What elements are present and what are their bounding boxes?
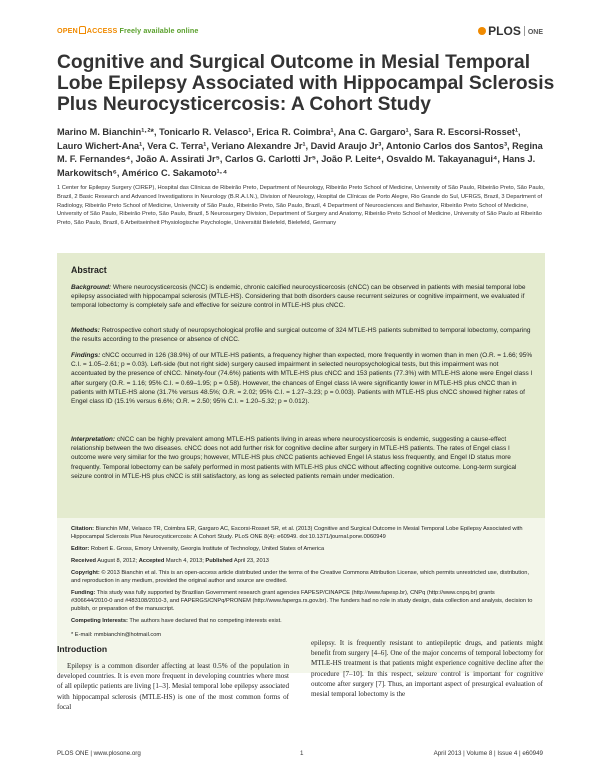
access-label: ACCESS bbox=[86, 26, 118, 35]
abstract-background bbox=[71, 283, 533, 311]
page-footer bbox=[57, 750, 543, 760]
interpretation-label: Interpretation: bbox=[71, 436, 116, 443]
plos-dot-icon bbox=[478, 27, 486, 35]
editor bbox=[71, 546, 533, 554]
citation-text: Bianchin MM, Velasco TR, Coimbra ER, Gargaro AC, Escorsi-Rosset SR, et al. (2013) Cognitive and Surgical Outcome in Mesial Temporal Lobe Epilepsy Associated with Hippocampal Sclerosis Plus Neurocysticercosis: A Cohort Study. PLoS ONE 8(4): e60949. doi:10.1371/journal.pone.0060949 bbox=[71, 526, 523, 540]
citation bbox=[71, 526, 533, 542]
logo-divider bbox=[524, 26, 525, 36]
copyright bbox=[71, 570, 533, 586]
editor-text: Robert E. Gross, Emory University, Georgia Institute of Technology, United States of America bbox=[89, 546, 325, 552]
methods-label: Methods: bbox=[71, 327, 100, 334]
footer-issue: April 2013 | Volume 8 | Issue 4 | e60949 bbox=[433, 750, 543, 757]
citation-label: Citation: bbox=[71, 526, 95, 532]
competing-text: The authors have declared that no competing interests exist. bbox=[127, 618, 282, 624]
freely-available-label: Freely available online bbox=[119, 26, 199, 35]
introduction-left-column bbox=[57, 661, 289, 712]
plos-one-logo bbox=[478, 24, 543, 38]
interpretation-text: cNCC can be highly prevalent among MTLE-HS patients living in areas where neurocysticercosis is endemic, suggesting a cause-effect relationship between the two diseases. cNCC does not add further risk for cognitive decline after surgery in MTLE-HS patients. The rates of Engel class I outcome were very similar for the two groups; however, MTLE-HS plus cNCC patients achieved Engel IA status less frequently, and Engel ID status more frequently. Temporal lobectomy can be safely performed in most patients with MTLE-HS plus cNCC without affecting cognitive outcome. Long-term surgical seizure control in MTLE-HS plus cNCC is still satisfactory, as long as selected patients remain under medication. bbox=[71, 436, 517, 480]
introduction-right-column bbox=[311, 638, 543, 699]
author-list: Marino M. Bianchin¹·²*, Tonicarlo R. Velasco¹, Erica R. Coimbra¹, Ana C. Gargaro¹, Sara R. Escorsi-Rosset¹, Lauro Wichert-Ana¹, Vera C. Terra¹, Veriano Alexandre Jr¹, David Araujo Jr³, Antonio Carlos dos Santos³, Regina M. F. Fernandes⁴, João A. Assirati Jr⁵, Carlos G. Carlotti Jr⁵, João P. Leite⁴, Osvaldo M. Takayanagui⁴, Hans J. Markowitsch⁶, Américo C. Sakamoto¹·⁴ bbox=[57, 127, 543, 178]
open-access-badge bbox=[57, 26, 198, 35]
one-label: ONE bbox=[527, 29, 543, 36]
affiliations: 1 Center for Epilepsy Surgery (CIREP), Hospital das Clínicas de Ribeirão Preto, Department of Neurology, Ribeirão Preto School of Medicine, University of São Paulo, Ribeirão Preto, São Paulo, Brazil, 2 Basic Research and Advanced Investigations in Neurology (B.R.A.I.N.), Division of Neurology, Hospital de Clínicas de Porto Alegre, Rio Grande do Sul, UFRGS, Brazil, 3 Department of Radiology, Ribeirão Preto School of Medicine, University of São Paulo, Ribeirão Preto, São Paulo, Brazil, 4 Department of Neurosciences and Behavior, Ribeirão Preto School of Medicine, University of São Paulo, Ribeirão Preto, São Paulo, Brazil, 5 Neurosurgery Division, Department of Surgery and Anatomy, Ribeirão Preto School of Medicine, University of São Paulo at Ribeirão Preto, São Paulo, Brazil, 6 Arbeitseinheit Physiologische Psychologie, Universität Bielefeld, Bielefeld, Germany bbox=[57, 185, 545, 227]
abstract-findings bbox=[71, 351, 533, 406]
copyright-text: © 2013 Bianchin et al. This is an open-access article distributed under the terms of the Creative Commons Attribution License, which permits unrestricted use, distribution, and reproduction in any medium, provided the original author and source are credited. bbox=[71, 570, 530, 584]
editor-label: Editor: bbox=[71, 546, 90, 552]
introduction-heading: Introduction bbox=[57, 644, 108, 654]
abstract-methods bbox=[71, 326, 533, 344]
funding bbox=[71, 590, 533, 613]
received-label: Received bbox=[71, 558, 96, 564]
article-title: Cognitive and Surgical Outcome in Mesial Temporal Lobe Epilepsy Associated with Hippocampal Sclerosis Plus Neurocysticercosis: A Cohort Study bbox=[57, 52, 555, 115]
methods-text: Retrospective cohort study of neuropsychological profile and surgical outcome of 324 MTLE-HS patients submitted to temporal lobectomy, comparing the results according to the presence or absence of cNCC. bbox=[71, 327, 531, 344]
findings-text: cNCC occurred in 126 (38.9%) of our MTLE-HS patients, a frequency higher than expected, more frequently in women than in men (O.R. = 1.66; 95% C.I. = 1.05–2.61; p = 0.03). Left-side (but not right side) surgery caused impairment in selected neuropsychological tests, but this impairment was not accentuated by the presence of cNCC. Ninety-four (74.6%) patients with MTLE-HS plus cNCC and 153 patients (77.3%) with MTLE-HS alone were Engel class I after surgery (O.R. = 1.16; 95% C.I. = 0.69–1.95; p = 0.58). However, the chances of Engel class IA were significantly lower in MTLE-HS plus cNCC than in patients with MTLE-HS alone (31.7% versus 48.5%; O.R. = 2.02; 95% C.I. = 1.27–3.23; p = 0.003). Patients with MTLE-HS plus cNCC showed higher rates of Engel class ID (15.1% versus 6.6%; O.R. = 2.50; 95% C.I. = 1.20–5.32; p = 0.012). bbox=[71, 352, 533, 406]
introduction-continued: epilepsy. It is frequently resistant to antiepileptic drugs, and patients might benefit from surgery [4–6]. One of the major concerns of temporal lobectomy for MTLE-HS treatment is that patients might experience cognitive decline after the procedure [7–10]. In this respect, seizure control is important for cognitive outcome after surgery [7]. Thus, an important aspect of presurgical evaluation of mesial temporal lobectomy is the bbox=[311, 639, 543, 699]
copyright-label: Copyright: bbox=[71, 570, 100, 576]
funding-text: This study was fully supported by Brazilian Government research grant agencies FAPESP/CINAPCE (http://www.fapesp.br), CNPq (http://www.cnpq.br) grants #306644/2010-0 and #483108/2010-3, and FAPERGS/CNPq/PRONEM (http://www.fapergs.rs.gov.br). The funders had no role in study design, data collection and analysis, decision to publish, or preparation of the manuscript. bbox=[71, 590, 533, 612]
open-label: OPEN bbox=[57, 26, 78, 35]
abstract-heading: Abstract bbox=[71, 265, 107, 275]
open-lock-icon bbox=[79, 26, 86, 34]
competing-label: Competing Interests: bbox=[71, 618, 128, 624]
received-text: August 8, 2012; bbox=[95, 558, 139, 564]
plos-label: PLOS bbox=[488, 24, 521, 38]
corresponding-email[interactable]: * E-mail: mmbianchin@hotmail.com bbox=[71, 632, 162, 638]
background-text: Where neurocysticercosis (NCC) is endemic, chronic calcified neurocysticercosis (cNCC) can be observed in patients with mesial temporal lobe epilepsy associated with hippocampal sclerosis (MTLE-HS). Considering that both disorders cause recurrent seizures or cognitive impairment, we evaluated if temporal lobectomy is completely safe and effective for seizure control in MTLE-HS plus cNCC. bbox=[71, 284, 526, 310]
page-number: 1 bbox=[300, 750, 304, 757]
background-label: Background: bbox=[71, 284, 112, 291]
findings-label: Findings: bbox=[71, 352, 101, 359]
funding-label: Funding: bbox=[71, 590, 96, 596]
competing-interests bbox=[71, 618, 533, 626]
abstract-box bbox=[57, 253, 545, 673]
dates bbox=[71, 558, 533, 566]
abstract-interpretation bbox=[71, 435, 533, 481]
accepted-label: Accepted bbox=[138, 558, 165, 564]
introduction-paragraph: Epilepsy is a common disorder affecting at least 0.5% of the population in developed countries. It is even more frequent in developing countries where most of all epileptic patients are living [1–3]. Mesial temporal lobe epilepsy associated with hippocampal sclerosis (MTLE-HS) is one of the most common forms of focal bbox=[57, 662, 289, 711]
accepted-text: March 4, 2013; bbox=[164, 558, 206, 564]
footer-journal: PLOS ONE | www.plosone.org bbox=[57, 750, 141, 757]
published-label: Published bbox=[205, 558, 233, 564]
published-text: April 23, 2013 bbox=[232, 558, 269, 564]
journal-header bbox=[57, 24, 543, 40]
